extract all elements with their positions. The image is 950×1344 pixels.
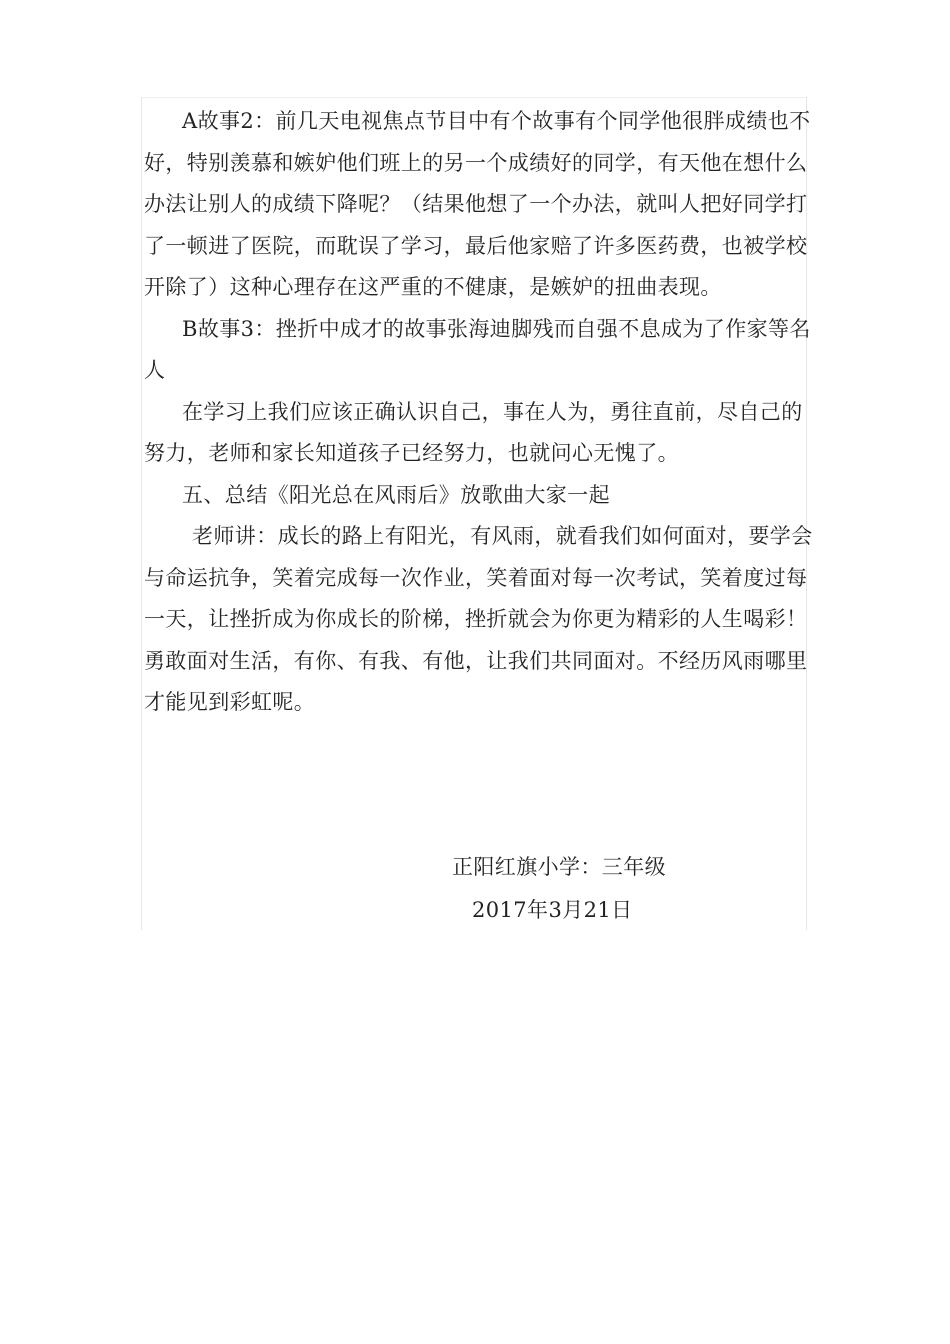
paragraph-story-b: B故事3：挫折中成才的故事张海迪脚残而自强不息成为了作家等名人	[144, 316, 811, 382]
paragraph-study-attitude: 在学习上我们应该正确认识自己，事在人为，勇往直前，尽自己的努力，老师和家长知道孩子已经努力，也就问心无愧了。	[144, 399, 803, 465]
paragraph-story-a: A故事2：前几天电视焦点节目中有个故事有个同学他很胖成绩也不好，特别羡慕和嫉妒他们班上的另一个成绩好的同学，有天他在想什么办法让别人的成绩下降呢？（结果他想了一个办法，就叫人把好同学打了一顿进了医院，而耽误了学习，最后他家赔了许多医药费，也被学校开除了）这种心理存在这严重的不健康，是嫉妒的扭曲表现。	[144, 109, 811, 299]
signature-date: 2017年3月21日	[472, 898, 633, 922]
signature-school: 正阳红旗小学：三年级	[452, 855, 666, 879]
document-body	[144, 101, 816, 724]
section-heading-summary: 五、总结《阳光总在风雨后》放歌曲大家一起	[182, 482, 610, 507]
paragraph-teacher-speech: 老师讲：成长的路上有阳光，有风雨，就看我们如何面对，要学会与命运抗争，笑着完成每一次作业，笑着面对每一次考试，笑着度过每一天，让挫折成为你成长的阶梯，挫折就会为你更为精彩的人生喝彩！勇敢面对生活，有你、有我、有他，让我们共同面对。不经历风雨哪里才能见到彩虹呢。	[144, 524, 813, 714]
